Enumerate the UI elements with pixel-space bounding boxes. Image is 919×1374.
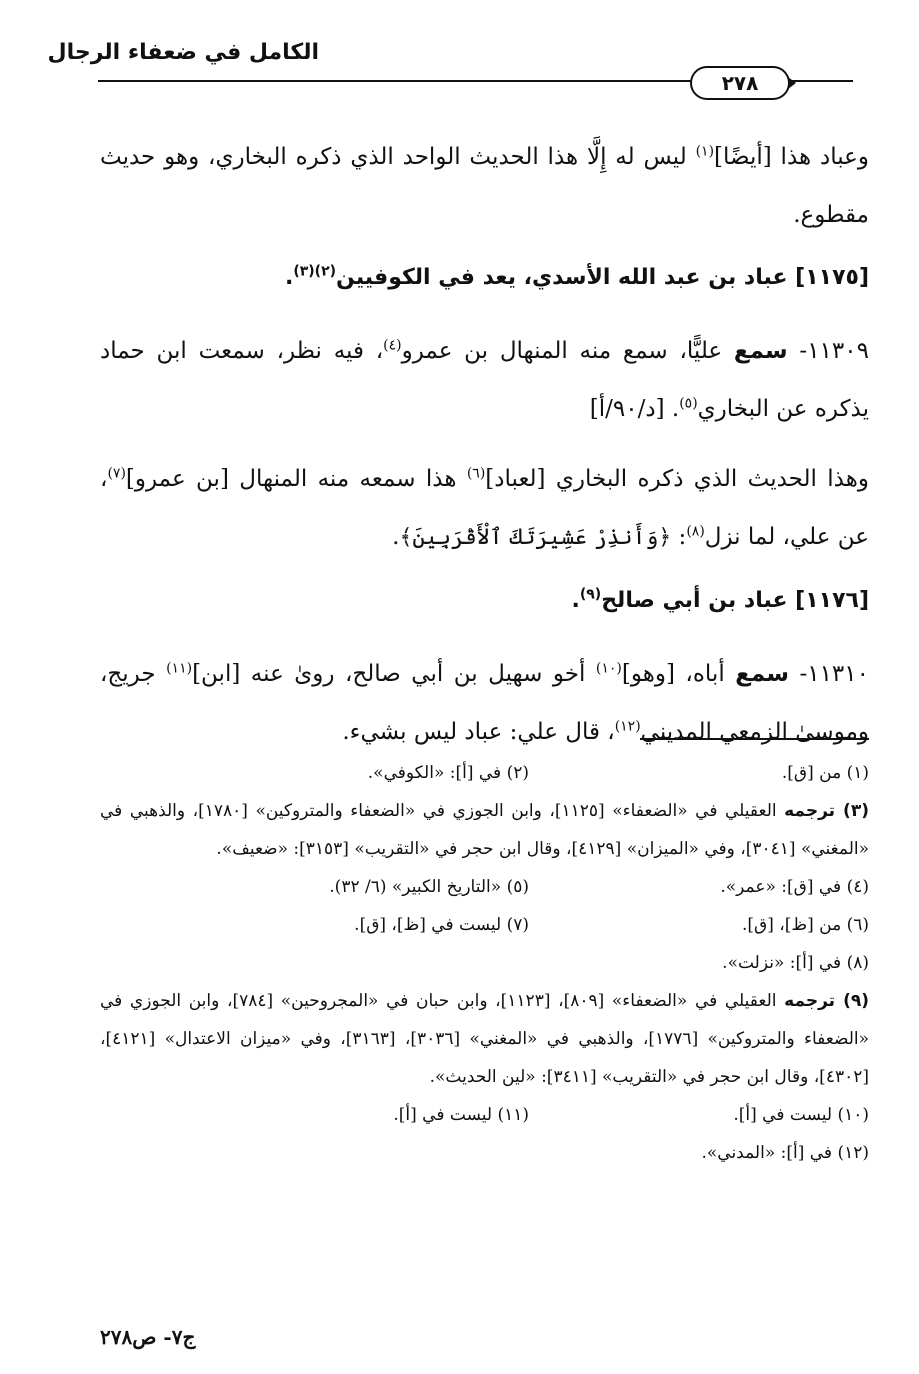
entry-heading-1175: [١١٧٥] عباد بن عبد الله الأسدي، يعد في الكوفيين$^{(٢)(٣)}$. [284,263,869,290]
running-title: الكامل في ضعفاء الرجال [47,40,319,65]
footnote-10: (١٠) ليست في [أ]. [733,1105,869,1125]
footnote-6: (٦) من [ظ]، [ق]. [741,915,869,935]
footnote-row [100,754,869,792]
footnotes [100,754,869,1172]
footnote-ref-2-3: (٢)(٣) [293,263,337,280]
page-number: ٢٧٨ [721,71,759,95]
footnote-4: (٤) في [ق]: «عمر». [720,877,869,897]
entry-heading-1176: [١١٧٦] عباد بن أبي صالح$^{(٩)}$. [571,586,869,613]
main-text [100,128,869,773]
footnote-ref-10: (١٠) [595,660,622,677]
footnote-2: (٢) في [أ]: «الكوفي». [367,763,529,783]
footnote-5: (٥) «التاريخ الكبير» (٦/ ٣٢). [329,877,529,897]
footnote-row [100,906,869,944]
footnote-11: (١١) ليست في [أ]. [393,1105,529,1125]
footnote-ref-9: (٩) [579,586,602,603]
footnote-ref-8: (٨) [686,523,705,540]
footnote-9: (٩)ترجمه العقيلي في «الضعفاء» [٨٠٩]، [١١٢٣]، وابن حبان في «المجروحين» [٧٨٤]، وابن الجوزي في «الضعفاء والمتروكين» [١٧٧٦]، والذهبي في «المغني» [٣٠٣٦]، [٣١٦٣]، وفي «ميزان الاعتدال» [٤١٢١]، [٤٣٠٢]، وقال ابن حجر في «التقريب» [٣٤١١]: «لين الحديث». [100,991,870,1087]
footnote-7: (٧) ليست في [ظ]، [ق]. [354,915,529,935]
paragraph-11309: ١١٣٠٩- سمع عليًّا، سمع منه المنهال بن عمرو$^{(٤)}$، فيه نظر، سمعت ابن حماد يذكره عن البخاري$^{(٥)}$. [د/٩٠/أ] [100,337,869,422]
footnote-ref-7: (٧) [107,465,126,482]
footnote-ref-4: (٤) [383,337,402,354]
footnote-ref-5: (٥) [679,395,698,412]
footnote-separator [640,738,869,740]
footnote-ref-1: (١) [695,143,715,160]
footnote-3: (٣)ترجمه العقيلي في «الضعفاء» [١١٢٥]، وابن الجوزي في «الضعفاء والمتروكين» [١٧٨٠]، والذهبي في «المغني» [٣٠٤١]، وفي «الميزان» [٤١٢٩]، وقال ابن حجر في «التقريب» [٣١٥٣]: «ضعيف». [100,801,869,859]
page-reference: ج٧- ص٢٧٨ [100,1325,196,1349]
footnote-ref-12: (١٢) [614,718,641,735]
footnote-row [100,1096,869,1134]
page-number-badge [690,66,790,100]
footnote-8: (٨) في [أ]: «نزلت». [722,953,869,973]
paragraph-1: وعباد هذا [أيضًا]$^{(١)}$ ليس له إِلَّا هذا الحديث الواحد الذي ذكره البخاري، وهو حديث مقطوع. [100,143,869,228]
paragraph-3: وهذا الحديث الذي ذكره البخاري [لعباد]$^{(٦)}$ هذا سمعه منه المنهال [بن عمرو]$^{(٧)}$، عن علي، لما نزل$^{(٨)}$: ﴿وَأَنذِرْ عَشِيرَتَكَ ٱلْأَقْرَبِينَ﴾. [100,465,869,550]
footnote-row [100,868,869,906]
footnote-ref-11: (١١) [166,660,193,677]
paragraph-11310: ١١٣١٠- سمع أباه، [وهو]$^{(١٠)}$ أخو سهيل بن أبي صالح، روىٰ عنه [ابن]$^{(١١)}$ جريج، وموسىٰ الزمعي المديني$^{(١٢)}$، قال علي: عباد ليس بشيء. [100,660,869,745]
footnote-12: (١٢) في [أ]: «المدني». [701,1143,869,1163]
footnote-1: (١) من [ق]. [781,763,869,783]
footnote-ref-6: (٦) [466,465,486,482]
quran-verse: ﴿وَأَنذِرْ عَشِيرَتَكَ ٱلْأَقْرَبِينَ﴾ [399,525,672,550]
